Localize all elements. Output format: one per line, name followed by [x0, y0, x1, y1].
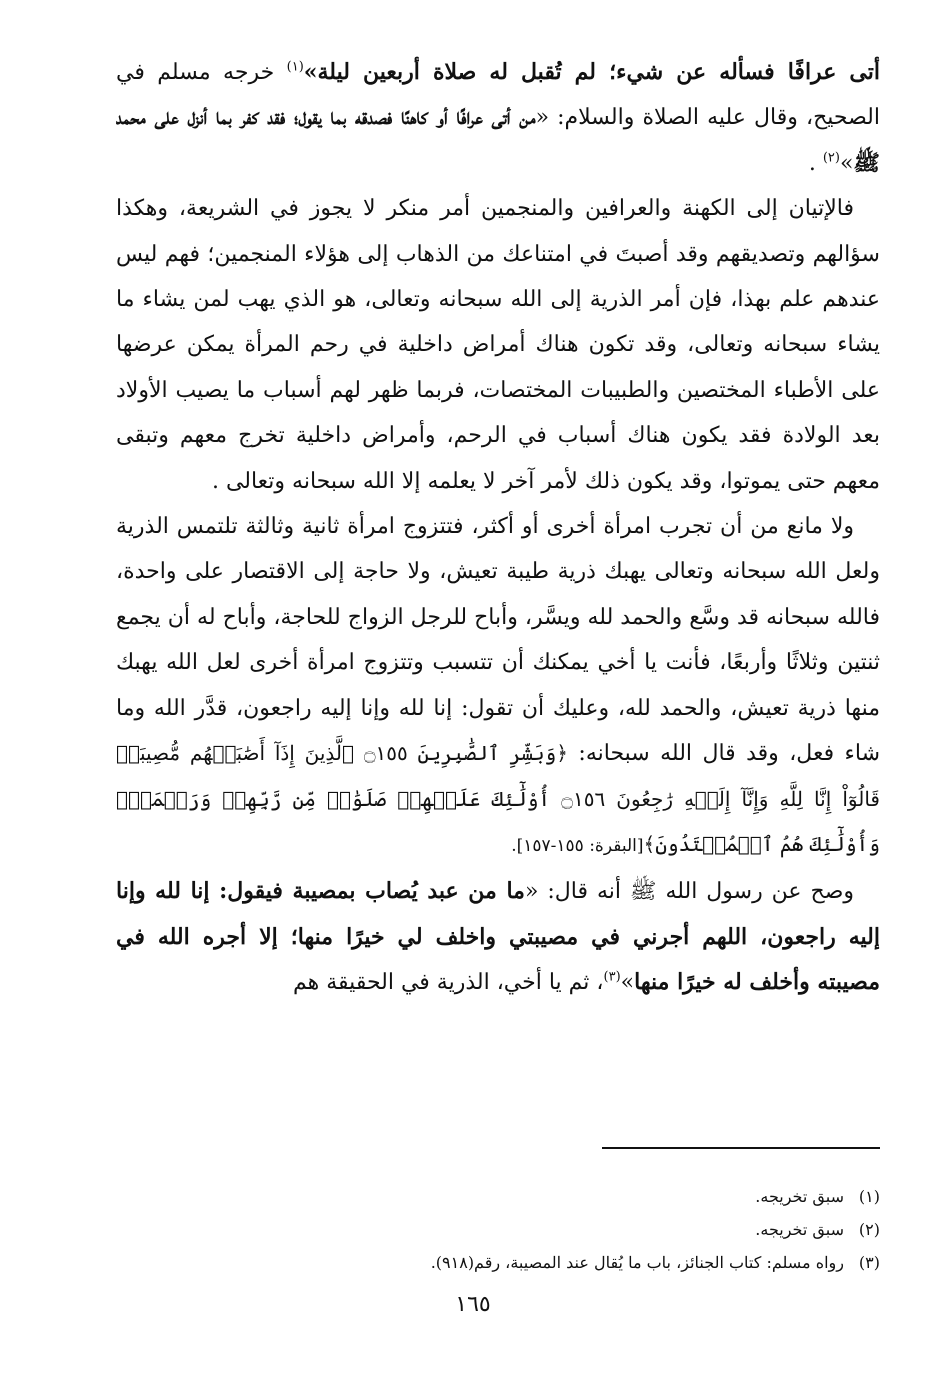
page-number: ١٦٥	[455, 1292, 491, 1317]
paragraph-text: ولا مانع من أن تجرب امرأة أخرى أو أكثر، فتتزوج امرأة ثانية وثالثة تلتمس الذرية ولعل الله سبحانه وتعالى يهبك ذرية طيبة تعيش، ولا حاجة إلى الاقتصار على واحدة، فالله سبحانه قد وسَّع والحمد لله ويسَّر، وأباح للرجل الزواج للحاجة، وأباح له أن يجمع ثنتين وثلاثًا وأربعًا، فأنت يا أخي يمكنك أن تتسبب وتتزوج امرأة أخرى لعل الله يهبك منها ذرية تعيش، والحمد لله، وعليك أن تقول: إنا لله وإنا إليه راجعون، قدَّر الله وما شاء فعل، وقد قال الله سبحانه:	[116, 514, 881, 767]
footnote-marker: (٣)	[603, 969, 621, 985]
footnote-marker: (٢)	[822, 150, 840, 166]
footnote-number: (٣)	[858, 1253, 880, 1272]
paragraph-text: .	[808, 150, 823, 176]
quote-close: »	[620, 970, 635, 996]
footnote-item	[116, 1246, 880, 1279]
footnote-number: (١)	[858, 1187, 880, 1206]
paragraph-text: ، ثم يا أخي، الذرية في الحقيقة هم	[293, 970, 604, 996]
quote-close: »	[839, 150, 854, 176]
main-text	[116, 50, 880, 1006]
paragraph-text: خرجه مسلم في الصحيح، وقال عليه الصلاة والسلام: «	[116, 60, 880, 131]
verse-reference: [البقرة: ١٥٥-١٥٧].	[511, 835, 644, 856]
paragraph-4	[116, 869, 880, 1005]
footnote-number: (٢)	[858, 1220, 880, 1239]
quran-verse: ﴿وَبَشِّرِ ٱلصَّٰبِرِينَ ۝١٥٥ ٱلَّذِينَ إِذَآ أَصَٰبَتۡهُم مُّصِيبَةٞ قَالُوٓاْ إِنَّا لِلَّهِ وَإِنَّآ إِلَيۡهِ رَٰجِعُونَ ۝١٥٦ أُوْلَٰٓئِكَ عَلَيۡهِمۡ صَلَوَٰتٞ مِّن رَّبِّهِمۡ وَرَحۡمَةٞۖ وَأُوْلَٰٓئِكَ هُمُ ٱلۡمُهۡتَدُونَ﴾	[116, 741, 880, 856]
hadith-text: من أتى عرافًا أو كاهنًا فصدقه بما يقول؛ فقد كفر بما أنزل على محمد ﷺ	[116, 104, 880, 176]
footnotes	[116, 1180, 880, 1279]
paragraph-text: وصح عن رسول الله ﷺ أنه قال: «	[524, 879, 854, 905]
footnote-text: رواه مسلم: كتاب الجنائز، باب ما يُقال عند المصيبة، رقم(٩١٨).	[430, 1253, 844, 1272]
footnote-marker: (١)	[286, 59, 304, 75]
paragraph-3	[116, 504, 880, 869]
footnote-text: سبق تخريجه.	[755, 1187, 844, 1206]
hadith-text: ما من عبد يُصاب بمصيبة فيقول: إنا لله وإنا إليه راجعون، اللهم أجرني في مصيبتي واخلف لي خيرًا منها؛ إلا أجره الله في مصيبته وأخلف له خيرًا منها	[116, 878, 880, 996]
footnote-divider	[602, 1147, 880, 1149]
footnote-text: سبق تخريجه.	[755, 1220, 844, 1239]
hadith-text: أتى عرافًا فسأله عن شيء؛ لم تُقبل له صلاة أربعين ليلة»	[303, 59, 880, 85]
footnote-item	[116, 1213, 880, 1246]
paragraph-2: فالإتيان إلى الكهنة والعرافين والمنجمين أمر منكر لا يجوز في الشريعة، وهكذا سؤالهم وتصديقهم وقد أصبتَ في امتناعك من الذهاب إلى هؤلاء المنجمين؛ فهم ليس عندهم علم بهذا، فإن أمر الذرية إلى الله سبحانه وتعالى، هو الذي يهب لمن يشاء ما يشاء سبحانه وتعالى، وقد تكون هناك أمراض داخلية في رحم المرأة يمكن عرضها على الأطباء المختصين والطبيبات المختصات، فربما ظهر لهم أسباب ما يصيب الأولاد بعد الولادة فقد يكون هناك أسباب في الرحم، وأمراض داخلية تخرج معهم وتبقى معهم حتى يموتوا، وقد يكون ذلك لأمر آخر لا يعلمه إلا الله سبحانه وتعالى .	[116, 196, 880, 494]
paragraph-1	[116, 50, 880, 186]
footnote-item	[116, 1180, 880, 1213]
